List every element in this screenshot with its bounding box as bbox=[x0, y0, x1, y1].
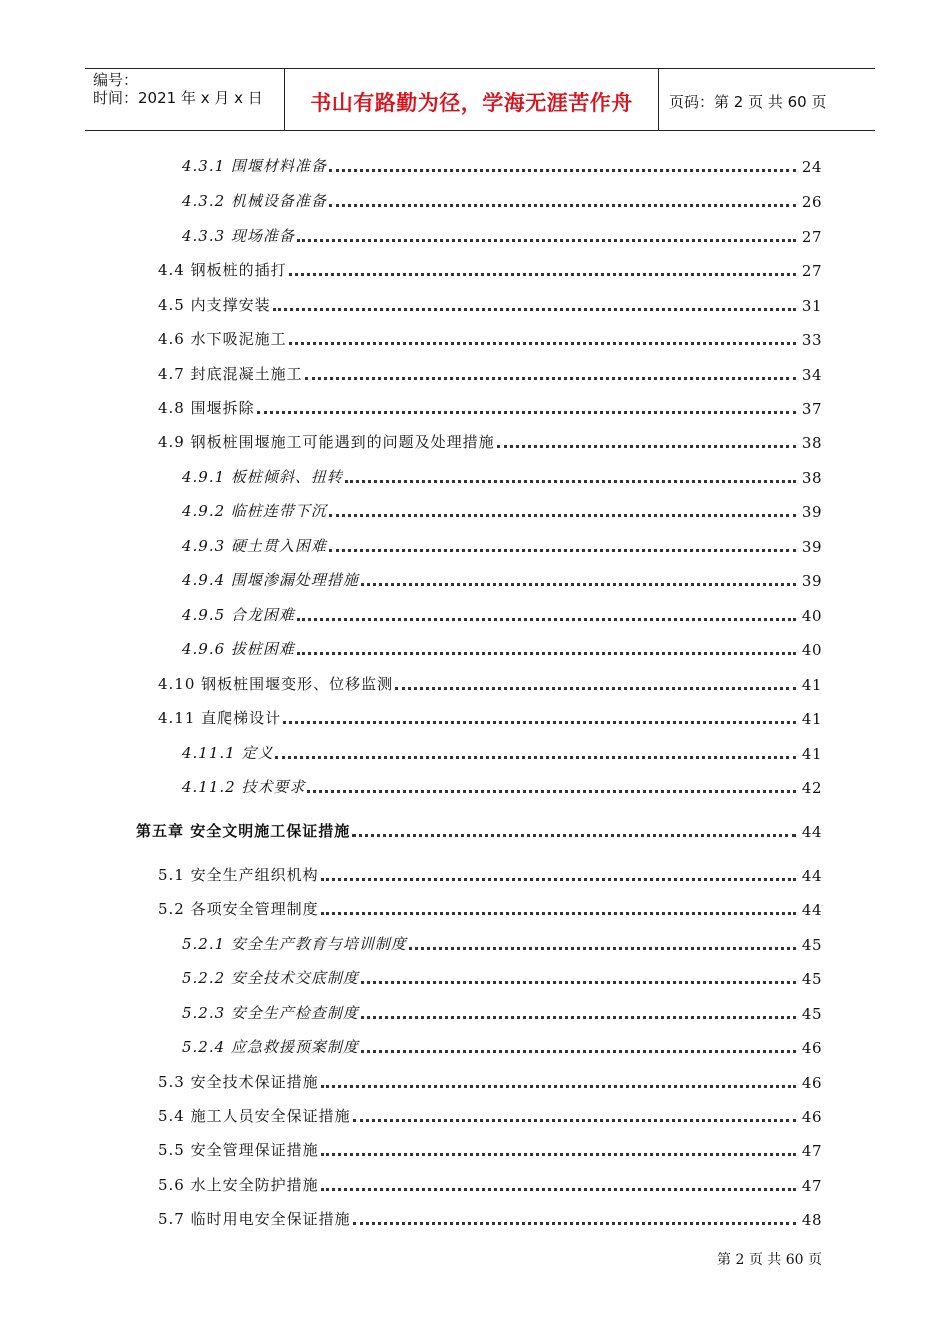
toc-entry[interactable] bbox=[182, 966, 822, 988]
toc-entry[interactable] bbox=[182, 637, 822, 659]
toc-leader bbox=[307, 790, 796, 793]
header-meta bbox=[85, 69, 285, 130]
toc-leader bbox=[345, 480, 796, 483]
toc-entry-title: 4.9.4 围堰渗漏处理措施 bbox=[182, 571, 359, 589]
toc-entry-page: 46 bbox=[801, 1108, 822, 1126]
toc-entry-page: 33 bbox=[801, 331, 822, 349]
toc-entry-page: 37 bbox=[801, 400, 822, 418]
toc-leader bbox=[289, 342, 796, 345]
toc-leader bbox=[329, 169, 796, 172]
toc-entry[interactable] bbox=[182, 603, 822, 625]
toc-entry-title: 4.9.5 合龙困难 bbox=[182, 606, 295, 624]
toc-leader bbox=[321, 1085, 796, 1088]
toc-leader bbox=[352, 834, 796, 837]
toc-entry-title: 4.9.3 硬土贯入困难 bbox=[182, 537, 327, 555]
toc-entry-title: 4.11 直爬梯设计 bbox=[158, 709, 282, 727]
toc-entry-title: 4.10 钢板桩围堰变形、位移监测 bbox=[158, 675, 394, 693]
toc-leader bbox=[321, 912, 796, 915]
toc-entry[interactable] bbox=[182, 154, 822, 176]
toc-entry-page: 46 bbox=[801, 1074, 822, 1092]
toc-leader bbox=[361, 981, 796, 984]
toc-entry-page: 38 bbox=[801, 434, 822, 452]
toc-entry-title: 4.9.1 板桩倾斜、扭转 bbox=[182, 468, 343, 486]
toc-entry-page: 27 bbox=[801, 262, 822, 280]
toc-entry-page: 47 bbox=[801, 1177, 822, 1195]
toc-entry-page: 48 bbox=[801, 1211, 822, 1229]
toc-leader bbox=[329, 514, 796, 517]
toc-entry-title: 5.3 安全技术保证措施 bbox=[158, 1073, 319, 1091]
toc-entry-title: 5.1 安全生产组织机构 bbox=[158, 866, 319, 884]
toc-leader bbox=[409, 947, 796, 950]
toc-leader bbox=[321, 1188, 796, 1191]
toc-entry-title: 4.7 封底混凝土施工 bbox=[158, 365, 303, 383]
toc-entry-page: 47 bbox=[801, 1142, 822, 1160]
toc-entry-page: 31 bbox=[801, 297, 822, 315]
toc-entry[interactable] bbox=[158, 1138, 822, 1160]
toc-entry-page: 24 bbox=[801, 158, 822, 176]
toc-entry-page: 39 bbox=[801, 503, 822, 521]
toc-leader bbox=[353, 1119, 796, 1122]
toc-entry[interactable] bbox=[158, 706, 822, 728]
toc-entry-title: 5.6 水上安全防护措施 bbox=[158, 1176, 319, 1194]
toc-entry-page: 34 bbox=[801, 366, 822, 384]
toc-entry[interactable] bbox=[182, 465, 822, 487]
toc-entry[interactable] bbox=[158, 897, 822, 919]
toc-entry-page: 39 bbox=[801, 572, 822, 590]
toc-entry-title: 第五章 安全文明施工保证措施 bbox=[136, 822, 351, 840]
toc-entry[interactable] bbox=[158, 1104, 822, 1126]
toc-leader bbox=[361, 1050, 796, 1053]
toc-entry[interactable] bbox=[158, 672, 822, 694]
toc-entry-title: 4.4 钢板桩的插打 bbox=[158, 261, 287, 279]
toc-leader bbox=[273, 308, 796, 311]
toc-entry-page: 42 bbox=[801, 779, 822, 797]
toc-entry-page: 45 bbox=[801, 936, 822, 954]
document-number-label: 编号： bbox=[93, 71, 139, 89]
toc-entry[interactable] bbox=[158, 430, 822, 452]
toc-leader bbox=[329, 549, 796, 552]
toc-entry-title: 5.2.1 安全生产教育与培训制度 bbox=[182, 935, 407, 953]
toc-entry-title: 5.7 临时用电安全保证措施 bbox=[158, 1210, 351, 1228]
toc-entry[interactable] bbox=[158, 362, 822, 384]
toc-entry[interactable] bbox=[182, 1035, 822, 1057]
toc-entry-page: 41 bbox=[801, 676, 822, 694]
toc-entry-page: 45 bbox=[801, 970, 822, 988]
toc-leader bbox=[275, 756, 796, 759]
toc-entry-page: 26 bbox=[801, 193, 822, 211]
toc-entry-page: 45 bbox=[801, 1005, 822, 1023]
toc-leader bbox=[297, 652, 796, 655]
toc-entry-title: 4.9.6 拔桩困难 bbox=[182, 640, 295, 658]
toc-entry-title: 5.2.4 应急救援预案制度 bbox=[182, 1038, 359, 1056]
toc-entry[interactable] bbox=[182, 1001, 822, 1023]
toc-leader bbox=[321, 878, 796, 881]
toc-leader bbox=[305, 377, 796, 380]
toc-entry[interactable] bbox=[182, 189, 822, 211]
toc-entry-title: 4.3.1 围堰材料准备 bbox=[182, 157, 327, 175]
toc-entry-title: 4.5 内支撑安装 bbox=[158, 296, 271, 314]
toc-leader bbox=[297, 618, 796, 621]
toc-entry-page: 41 bbox=[801, 745, 822, 763]
toc-entry[interactable] bbox=[182, 224, 822, 246]
toc-entry-page: 44 bbox=[801, 823, 822, 841]
toc-leader bbox=[289, 273, 796, 276]
toc-entry[interactable] bbox=[182, 775, 822, 797]
toc-entry[interactable] bbox=[158, 396, 822, 418]
toc-entry[interactable] bbox=[158, 1070, 822, 1092]
toc-entry-page: 38 bbox=[801, 469, 822, 487]
toc-entry[interactable] bbox=[158, 863, 822, 885]
toc-entry-page: 41 bbox=[801, 710, 822, 728]
toc-entry-title: 4.3.3 现场准备 bbox=[182, 227, 295, 245]
toc-entry-title: 5.2.3 安全生产检查制度 bbox=[182, 1004, 359, 1022]
toc-entry[interactable] bbox=[158, 1173, 822, 1195]
page-footer: 第 2 页 共 60 页 bbox=[717, 1252, 822, 1268]
toc-entry-title: 5.2 各项安全管理制度 bbox=[158, 900, 319, 918]
page-header bbox=[85, 68, 875, 131]
toc-leader bbox=[395, 687, 796, 690]
toc-leader bbox=[257, 411, 796, 414]
toc-entry-title: 4.11.1 定义 bbox=[182, 744, 274, 762]
toc-leader bbox=[321, 1153, 796, 1156]
header-page-info: 页码：第 2 页 共 60 页 bbox=[669, 93, 827, 111]
toc-entry-title: 4.6 水下吸泥施工 bbox=[158, 330, 287, 348]
document-date: 时间：2021 年 x 月 x 日 bbox=[93, 89, 263, 107]
toc-entry-title: 4.9.2 临桩连带下沉 bbox=[182, 502, 327, 520]
toc-entry-page: 40 bbox=[801, 607, 822, 625]
toc-entry-title: 4.8 围堰拆除 bbox=[158, 399, 255, 417]
toc-entry-title: 5.5 安全管理保证措施 bbox=[158, 1141, 319, 1159]
toc-entry[interactable] bbox=[158, 1207, 822, 1229]
toc-leader bbox=[353, 1222, 796, 1225]
toc-entry[interactable] bbox=[182, 499, 822, 521]
toc-entry-page: 27 bbox=[801, 228, 822, 246]
toc-entry-title: 4.9 钢板桩围堰施工可能遇到的问题及处理措施 bbox=[158, 433, 495, 451]
toc-entry-title: 4.11.2 技术要求 bbox=[182, 778, 306, 796]
toc-entry-title: 4.3.2 机械设备准备 bbox=[182, 192, 327, 210]
toc-entry[interactable] bbox=[182, 568, 822, 590]
toc-entry-page: 46 bbox=[801, 1039, 822, 1057]
toc-entry-page: 44 bbox=[801, 901, 822, 919]
toc-leader bbox=[283, 721, 796, 724]
toc-leader bbox=[297, 239, 796, 242]
toc-entry-page: 40 bbox=[801, 641, 822, 659]
toc-entry-title: 5.2.2 安全技术交底制度 bbox=[182, 969, 359, 987]
toc-leader bbox=[497, 445, 796, 448]
toc-entry[interactable] bbox=[158, 327, 822, 349]
toc-entry[interactable] bbox=[182, 741, 822, 763]
toc-entry[interactable] bbox=[182, 534, 822, 556]
toc-entry-page: 39 bbox=[801, 538, 822, 556]
toc-leader bbox=[329, 204, 796, 207]
toc-leader bbox=[361, 583, 796, 586]
toc-entry-page: 44 bbox=[801, 867, 822, 885]
toc-entry[interactable] bbox=[158, 293, 822, 315]
toc-chapter-entry[interactable] bbox=[136, 819, 822, 841]
toc-leader bbox=[361, 1016, 796, 1019]
toc-entry-title: 5.4 施工人员安全保证措施 bbox=[158, 1107, 351, 1125]
toc-entry[interactable] bbox=[158, 258, 822, 280]
header-motto: 书山有路勤为径，学海无涯苦作舟 bbox=[285, 69, 659, 130]
toc-entry[interactable] bbox=[182, 932, 822, 954]
